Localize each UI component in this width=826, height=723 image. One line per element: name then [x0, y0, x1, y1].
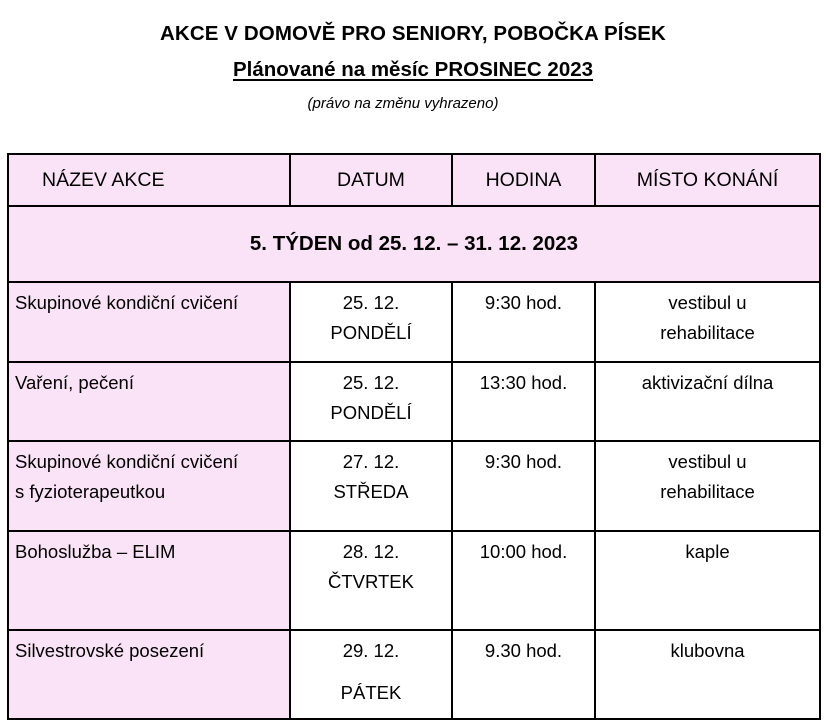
event-name [8, 630, 290, 719]
event-time-value: 9:30 hod. [484, 292, 563, 313]
event-time [452, 531, 595, 630]
table-header-row [8, 154, 820, 206]
event-time-value: 9.30 hod. [484, 640, 563, 661]
event-place-line: klubovna [670, 640, 745, 661]
event-time-value: 10:00 hod. [479, 541, 568, 562]
event-name-line: Skupinové kondiční cvičení [15, 451, 239, 472]
event-name-line: Skupinové kondiční cvičení [15, 292, 239, 313]
event-time [452, 282, 595, 362]
event-place [595, 362, 820, 441]
event-date-day-month: 25. 12. [342, 372, 400, 393]
event-place-line: rehabilitace [660, 481, 755, 502]
event-time-value: 13:30 hod. [479, 372, 568, 393]
event-name [8, 362, 290, 441]
document-subtitle [0, 58, 826, 82]
event-time [452, 362, 595, 441]
column-header-date: DATUM [290, 154, 452, 206]
event-name [8, 441, 290, 531]
event-place [595, 441, 820, 531]
event-place [595, 282, 820, 362]
events-table [7, 153, 821, 720]
document-subtitle-text: Plánované na měsíc PROSINEC 2023 [232, 58, 594, 81]
event-weekday: STŘEDA [333, 481, 409, 502]
event-time [452, 441, 595, 531]
event-date [290, 531, 452, 630]
event-date-day-month: 28. 12. [342, 541, 400, 562]
week-label: 5. TÝDEN od 25. 12. – 31. 12. 2023 [8, 206, 820, 282]
event-place-line: kaple [685, 541, 730, 562]
event-date [290, 282, 452, 362]
event-place-line: aktivizační dílna [641, 372, 774, 393]
event-name-line: Bohoslužba – ELIM [15, 541, 176, 562]
column-header-time: HODINA [452, 154, 595, 206]
table-row [8, 531, 820, 630]
column-header-name: NÁZEV AKCE [8, 154, 290, 206]
event-date [290, 441, 452, 531]
event-place [595, 630, 820, 719]
table-row [8, 441, 820, 531]
event-place-line: rehabilitace [660, 322, 755, 343]
event-name [8, 531, 290, 630]
event-weekday: PONDĚLÍ [330, 322, 412, 343]
event-name-line: s fyzioterapeutkou [15, 481, 166, 502]
event-name-line: Silvestrovské posezení [15, 640, 205, 661]
event-time-value: 9:30 hod. [484, 451, 563, 472]
event-date-day-month: 25. 12. [342, 292, 400, 313]
event-time [452, 630, 595, 719]
column-header-place: MÍSTO KONÁNÍ [595, 154, 820, 206]
event-weekday: PONDĚLÍ [330, 402, 412, 423]
event-weekday: PÁTEK [340, 682, 402, 703]
table-row [8, 362, 820, 441]
document-note: (právo na změnu vyhrazeno) [307, 95, 499, 112]
event-place [595, 531, 820, 630]
event-place-line: vestibul u [668, 451, 747, 472]
event-date-day-month: 29. 12. [342, 640, 400, 661]
table-row [8, 630, 820, 719]
document-title: AKCE V DOMOVĚ PRO SENIORY, POBOČKA PÍSEK [160, 22, 666, 45]
event-date-day-month: 27. 12. [342, 451, 400, 472]
table-row [8, 282, 820, 362]
event-name-line: Vaření, pečení [15, 372, 134, 393]
week-row [8, 206, 820, 282]
event-date [290, 630, 452, 719]
event-place-line: vestibul u [668, 292, 747, 313]
event-weekday: ČTVRTEK [327, 571, 414, 592]
event-name [8, 282, 290, 362]
event-date [290, 362, 452, 441]
